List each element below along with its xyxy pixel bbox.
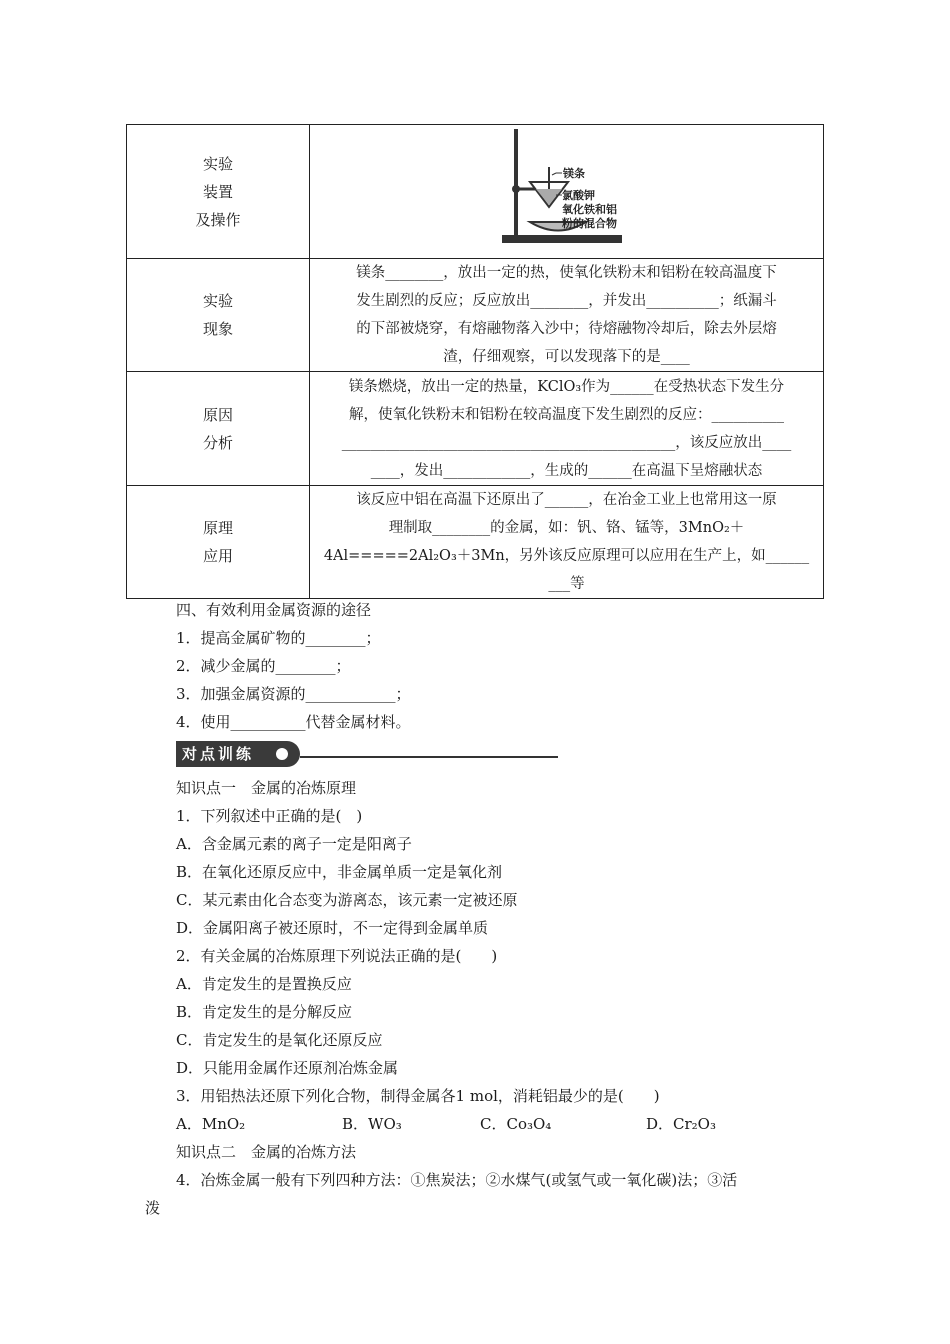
- label-apparatus: 实验 装置 及操作: [127, 125, 310, 259]
- knowledge-point-1: 知识点一 金属的冶炼原理: [176, 779, 357, 797]
- apparatus-figure-cell: [310, 125, 824, 259]
- q3-option-a: A．MnO₂: [176, 1115, 246, 1133]
- q3-option-c: C．Co₃O₄: [480, 1115, 552, 1133]
- section4-item: 3．加强金属资源的____________；: [176, 685, 411, 703]
- question-2: 2．有关金属的冶炼原理下列说法正确的是( ): [176, 947, 498, 965]
- phenomenon-content: 镁条________，放出一定的热，使氧化铁粉末和铝粉在较高温度下 发生剧烈的反应；反应放出________，并发出__________；纸漏斗 的下部被烧穿，有熔融物落入沙中；待熔融物冷却后，除去外层熔 渣，仔细观察，可以发现落下的是____: [310, 259, 824, 372]
- application-content: 该反应中铝在高温下还原出了______，在冶金工业上也常用这一原 理制取________的金属，如：钒、铬、锰等，3MnO₂＋ 4Al=====2Al₂O₃＋3Mn，另外该反应原理可以应用在生产上，如______ ___等: [310, 486, 824, 599]
- experiment-table: [126, 124, 824, 599]
- question-1: 1．下列叙述中正确的是( ): [176, 807, 363, 825]
- section4-item: 4．使用__________代替金属材料。: [176, 713, 411, 731]
- label-application: 原理 应用: [127, 486, 310, 599]
- knowledge-point-2: 知识点二 金属的冶炼方法: [176, 1143, 357, 1161]
- q3-option-d: D．Cr₂O₃: [646, 1115, 716, 1133]
- question-4: 4．冶炼金属一般有下列四种方法：①焦炭法；②水煤气(或氢气或一氧化碳)法；③活: [176, 1171, 738, 1189]
- label-mixture-2: 粉的混合物: [562, 217, 617, 230]
- practice-banner: 对点训练: [176, 741, 300, 767]
- section4-title: 四、有效利用金属资源的途径: [176, 601, 372, 619]
- q2-option: D．只能用金属作还原剂冶炼金属: [176, 1059, 399, 1077]
- q2-option: C．肯定发生的是氧化还原反应: [176, 1031, 383, 1049]
- label-mixture-1: 氧化铁和铝: [562, 203, 617, 216]
- label-phenomenon: 实验 现象: [127, 259, 310, 372]
- q3-option-b: B．WO₃: [342, 1115, 402, 1133]
- banner-dot-icon: [276, 748, 288, 760]
- section4-item: 1．提高金属矿物的________；: [176, 629, 381, 647]
- q1-option: A．含金属元素的离子一定是阳离子: [176, 835, 412, 853]
- analysis-content: 镁条燃烧，放出一定的热量，KClO₃作为______在受热状态下发生分 解，使氧化铁粉末和铝粉在较高温度下发生剧烈的反应：__________ ______________________________________________，该反应放出____ ____，发出____________，生成的______在高温下呈熔融状态: [310, 372, 824, 486]
- label-kclo3: 氯酸钾: [562, 189, 595, 202]
- label-analysis: 原因 分析: [127, 372, 310, 486]
- q1-option: C．某元素由化合态变为游离态，该元素一定被还原: [176, 891, 518, 909]
- label-magnesium: 镁条: [563, 167, 585, 180]
- q1-option: B．在氧化还原反应中，非金属单质一定是氧化剂: [176, 863, 503, 881]
- thermite-apparatus-figure: [490, 127, 670, 252]
- q2-option: B．肯定发生的是分解反应: [176, 1003, 353, 1021]
- q1-option: D．金属阳离子被还原时，不一定得到金属单质: [176, 919, 489, 937]
- q2-option: A．肯定发生的是置换反应: [176, 975, 352, 993]
- section4-item: 2．减少金属的________；: [176, 657, 351, 675]
- question-4-cont: 泼: [145, 1199, 161, 1217]
- banner-divider: [300, 756, 558, 758]
- question-3: 3．用铝热法还原下列化合物，制得金属各1 mol，消耗铝最少的是( ): [176, 1087, 660, 1105]
